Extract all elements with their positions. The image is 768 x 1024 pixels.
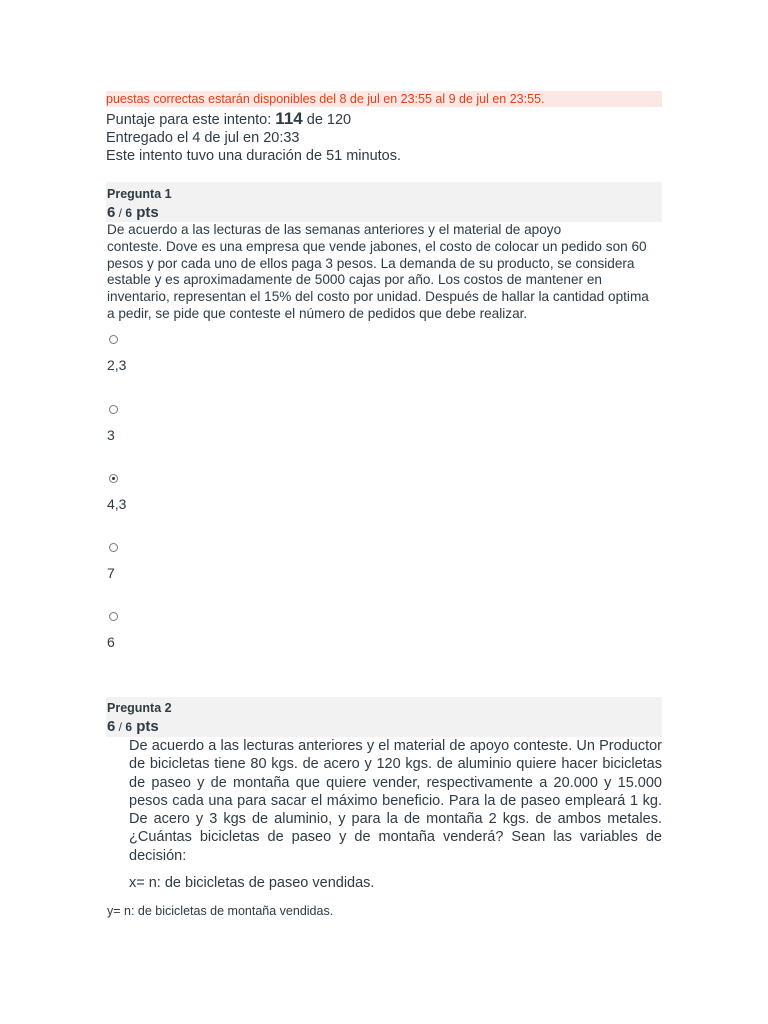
- radio-button[interactable]: [109, 335, 118, 344]
- radio-button[interactable]: [109, 405, 118, 414]
- score-value: 114: [275, 109, 303, 128]
- question-1-text-line: pesos y por cada uno de ellos paga 3 pesos. La demanda de su producto, se considera: [107, 255, 635, 271]
- question-1-text-line: a pedir, se pide que conteste el número de pedidos que debe realizar.: [107, 305, 528, 321]
- answers-availability-notice: puestas correctas estarán disponibles del 8 de jul en 23:55 al 9 de jul en 23:55.: [106, 91, 662, 107]
- question-2-header: [106, 697, 662, 737]
- submitted-date: Entregado el 4 de jul en 20:33: [106, 130, 300, 146]
- radio-button[interactable]: [109, 612, 118, 621]
- answer-option-label: 3: [107, 427, 115, 443]
- answer-option-label: 4,3: [107, 496, 127, 512]
- points-label: pts: [132, 718, 159, 735]
- radio-button[interactable]: [109, 543, 118, 552]
- attempt-summary: [106, 110, 401, 165]
- answer-option-label: 7: [107, 565, 115, 581]
- question-2-points-total: 6: [125, 720, 133, 734]
- points-separator: /: [115, 206, 126, 220]
- question-1-title: Pregunta 1: [107, 187, 172, 201]
- score-line: [106, 110, 401, 129]
- question-2-points: [107, 718, 159, 736]
- variable-x-definition: x= n: de bicicletas de paseo vendidas.: [129, 875, 375, 891]
- question-2-points-earned: 6: [107, 718, 116, 735]
- answer-option-label: 2,3: [107, 357, 127, 373]
- question-1-points-earned: 6: [107, 204, 116, 221]
- score-total: de 120: [302, 112, 352, 128]
- question-2-title: Pregunta 2: [107, 701, 172, 715]
- variable-y-definition: y= n: de bicicletas de montaña vendidas.: [107, 904, 334, 918]
- score-label: Puntaje para este intento:: [106, 112, 276, 128]
- question-1-text-line: estable y es aproximadamente de 5000 cajas por año. Los costos de mantener en: [107, 272, 602, 288]
- question-1-text: [107, 222, 663, 323]
- points-separator: /: [115, 720, 126, 734]
- question-1-text-line: De acuerdo a las lecturas de las semanas anteriores y el material de apoyo: [107, 222, 562, 237]
- question-1-text-line: inventario, representan el 15% del costo por unidad. Después de hallar la cantidad optima: [107, 289, 649, 305]
- question-2-text: De acuerdo a las lecturas anteriores y el material de apoyo conteste. Un Productor de bicicletas tiene 80 kgs. de acero y 120 kgs. de aluminio quiere hacer bicicletas de paseo y de montaña que quiere vender, respectivamente a 20.000 y 15.000 pesos cada una para sacar el máximo beneficio. Para la de paseo empleará 1 kg. De acero y 3 kgs de aluminio, y para la de montaña 2 kgs. de ambos metales. ¿Cuántas bicicletas de paseo y de montaña venderá? Sean las variables de decisión:: [129, 738, 662, 864]
- points-label: pts: [132, 204, 159, 221]
- question-1-points: [107, 204, 159, 222]
- question-1-text-line: conteste. Dove es una empresa que vende jabones, el costo de colocar un pedido son 60: [107, 238, 647, 254]
- answer-option-label: 6: [107, 634, 115, 650]
- attempt-duration: Este intento tuvo una duración de 51 minutos.: [106, 148, 402, 164]
- question-1-points-total: 6: [125, 206, 133, 220]
- question-1-header: [106, 182, 662, 222]
- radio-button-selected[interactable]: [109, 474, 118, 483]
